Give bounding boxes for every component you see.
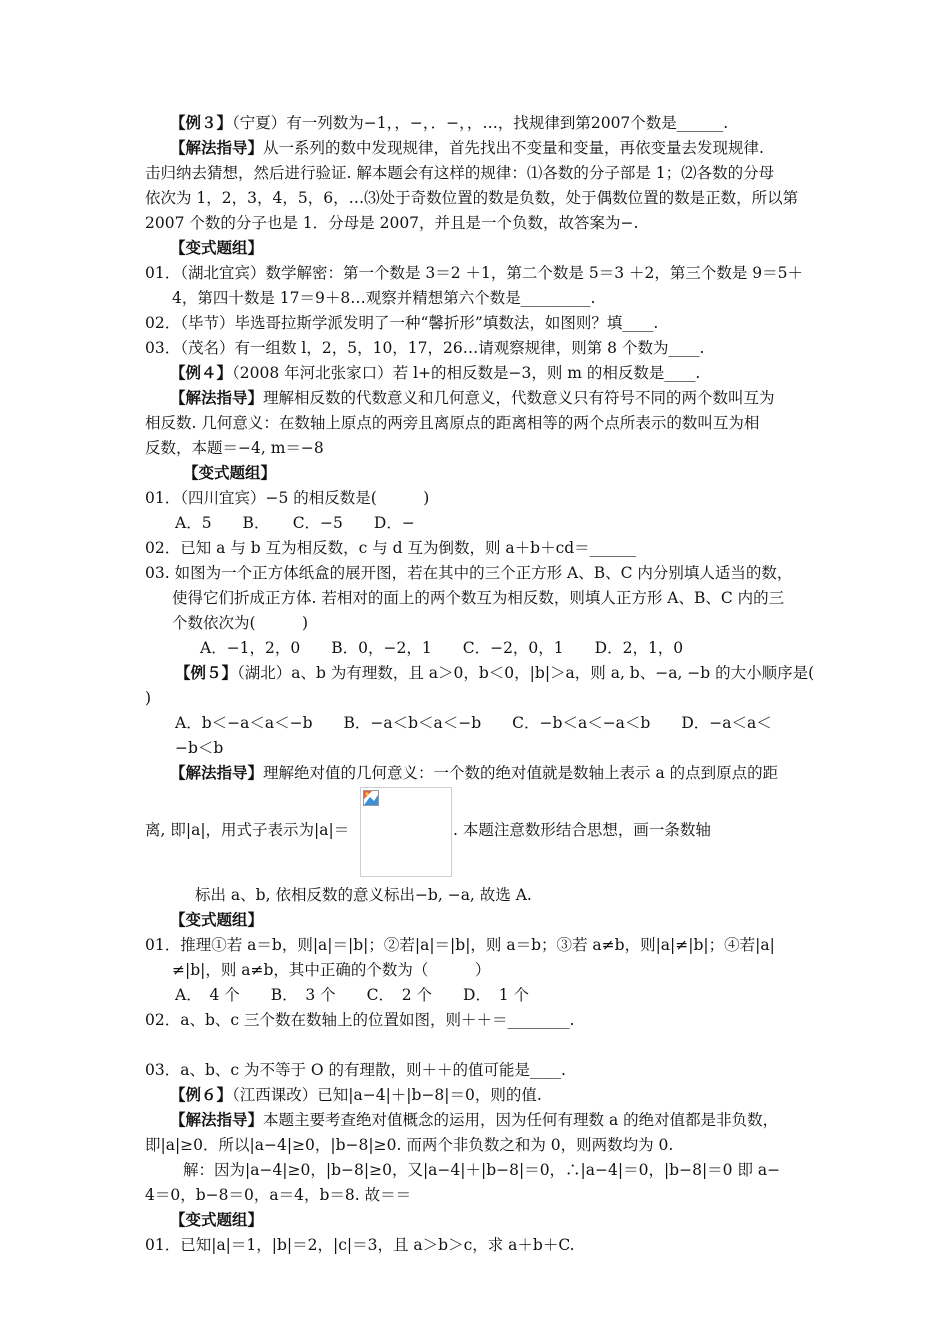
- text-line: [145, 818, 349, 842]
- broken-image-icon: [363, 790, 379, 806]
- text-line: [145, 1008, 574, 1032]
- line-text: ≠|b|，则 a≠b，其中正确的个数为（ ）: [172, 961, 491, 979]
- text-line: [170, 908, 263, 932]
- bold-label: 【变式题组】: [170, 1210, 264, 1229]
- text-line: [170, 1108, 778, 1132]
- line-text: 01．（四川宜宾）−5 的相反数是( ): [145, 489, 430, 507]
- text-line: [145, 486, 429, 510]
- text-line: [172, 958, 490, 982]
- line-text: 03. 如图为一个正方体纸盒的展开图，若在其中的三个正方形 A、B、C 内分别填人适当的数，: [145, 564, 793, 582]
- bold-label: 【例４】: [170, 363, 233, 382]
- bold-label: 【例３】: [170, 113, 233, 132]
- line-text: −b＜b: [175, 739, 224, 757]
- text-line: [145, 336, 704, 360]
- text-line: [145, 686, 151, 710]
- line-text: 击归纳去猜想，然后进行验证. 解本题会有这样的规律：⑴各数的分子部是 1；⑵各数的分母: [145, 164, 775, 182]
- line-text: （宁夏）有一列数为−1，，−，．−，，…，找规律到第2007个数是______.: [232, 114, 729, 132]
- line-text: 解：因为|a−4|≥0，|b−8|≥0，又|a−4|＋|b−8|＝0，∴|a−4|＝0，|b−8|＝0 即 a−: [183, 1161, 781, 1179]
- text-line: [145, 561, 792, 585]
- line-text: ): [145, 689, 152, 707]
- text-line: [183, 461, 276, 485]
- text-line: [453, 818, 711, 842]
- line-text: 02．（毕节）毕选哥拉斯学派发明了一种“馨折形”填数法，如图则？填____.: [145, 314, 659, 332]
- text-line: [145, 186, 798, 210]
- text-line: [195, 883, 532, 907]
- bold-label: 【解法指导】: [170, 763, 264, 782]
- bold-label: 【变式题组】: [170, 238, 264, 257]
- text-line: [183, 1158, 780, 1182]
- line-text: 4＝0，b−8＝0，a＝4，b＝8. 故＝＝: [145, 1186, 412, 1204]
- text-line: [175, 736, 223, 760]
- text-line: [170, 761, 778, 785]
- line-text: 反数，本题＝−4, m＝−8: [145, 439, 324, 457]
- line-text: （2008 年河北张家口）若 l+的相反数是−3，则 m 的相反数是____.: [232, 364, 701, 382]
- text-line: [145, 1233, 575, 1257]
- text-line: [145, 536, 636, 560]
- line-text: 02．已知 a 与 b 互为相反数，c 与 d 互为倒数，则 a＋b＋cd＝______: [145, 539, 637, 557]
- text-line: [200, 636, 683, 660]
- text-line: [170, 1208, 263, 1232]
- line-text: （江西课改）已知|a−4|＋|b−8|＝0，则的值.: [232, 1086, 542, 1104]
- line-text: 从一系列的数中发现规律，首先找出不变量和变量，再依变量去发现规律.: [263, 139, 764, 157]
- text-line: [145, 161, 774, 185]
- text-line: [145, 1133, 673, 1157]
- line-text: A．5 B． C．−5 D．−: [175, 514, 415, 532]
- text-line: [145, 261, 803, 285]
- line-text: 理解绝对值的几何意义：一个数的绝对值就是数轴上表示 a 的点到原点的距: [263, 764, 779, 782]
- line-text: A． 4 个 B． 3 个 C． 2 个 D． 1 个: [175, 986, 530, 1004]
- text-line: [145, 933, 775, 957]
- line-text: 理解相反数的代数意义和几何意义，代数意义只有符号不同的两个数叫互为: [263, 389, 775, 407]
- text-line: [145, 311, 658, 335]
- line-text: 02．a、b、c 三个数在数轴上的位置如图，则＋＋＝________.: [145, 1011, 575, 1029]
- line-text: 相反数. 几何意义：在数轴上原点的两旁且离原点的距离相等的两个点所表示的数叫互为相: [145, 414, 760, 432]
- text-line: [175, 711, 772, 735]
- line-text: （湖北）a、b 为有理数，且 a＞0，b＜0，|b|＞a，则 a, b、−a, −b 的大小顺序是(: [237, 664, 815, 682]
- text-line: [145, 1183, 411, 1207]
- bold-label: 【例５】: [175, 663, 238, 682]
- text-line: [145, 1058, 566, 1082]
- text-line: [170, 136, 764, 160]
- line-text: 4，第四十数是 17＝9＋8…观察并精想第六个数是_________.: [172, 289, 596, 307]
- bold-label: 【变式题组】: [183, 463, 277, 482]
- line-text: 本题主要考查绝对值概念的运用，因为任何有理数 a 的绝对值都是非负数，: [263, 1111, 779, 1129]
- line-text: 03．（茂名）有一组数 l，2，5，10，17，26…请观察规律，则第 8 个数为____.: [145, 339, 705, 357]
- text-line: [170, 236, 263, 260]
- bold-label: 【例６】: [170, 1085, 233, 1104]
- line-text: 离, 即|a|，用式子表示为|a|＝: [145, 821, 350, 839]
- bold-label: 【解法指导】: [170, 138, 264, 157]
- text-line: [172, 611, 308, 635]
- line-text: 依次为 1，2，3，4，5，6，…⑶处于奇数位置的数是负数，处于偶数位置的数是正数，所以第: [145, 189, 799, 207]
- text-line: [145, 411, 759, 435]
- line-text: 标出 a、b, 依相反数的意义标出−b, −a, 故选 A.: [195, 886, 532, 904]
- line-text: 01．（湖北宜宾）数学解密：第一个数是 3＝2 ＋1，第二个数是 5＝3 ＋2，第三个数是 9＝5＋: [145, 264, 804, 282]
- text-line: [175, 661, 814, 685]
- text-line: [170, 361, 700, 385]
- text-line: [175, 511, 415, 535]
- line-text: 01．推理①若 a＝b，则|a|＝|b|；②若|a|＝|b|，则 a＝b；③若 a≠b，则|a|≠|b|；④若|a|: [145, 936, 775, 954]
- bold-label: 【变式题组】: [170, 910, 264, 929]
- line-text: A．−1，2，0 B．0，−2，1 C．−2，0，1 D．2，1，0: [200, 639, 684, 657]
- line-text: . 本题注意数形结合思想，画一条数轴: [453, 821, 711, 839]
- line-text: 即|a|≥0．所以|a−4|≥0，|b−8|≥0. 而两个非负数之和为 0，则两数均为 0.: [145, 1136, 674, 1154]
- bold-label: 【解法指导】: [170, 1110, 264, 1129]
- line-text: 使得它们折成正方体. 若相对的面上的两个数互为相反数，则填人正方形 A、B、C 内的三: [172, 589, 785, 607]
- line-text: 03．a、b、c 为不等于 O 的有理散，则＋＋的值可能是____.: [145, 1061, 566, 1079]
- text-line: [170, 386, 775, 410]
- text-line: [175, 983, 529, 1007]
- text-line: [172, 586, 784, 610]
- text-line: [170, 111, 728, 135]
- formula-image-placeholder: [360, 787, 452, 877]
- line-text: A．b＜−a＜a＜−b B．−a＜b＜a＜−b C．−b＜a＜−a＜b D．−a＜a＜: [175, 714, 772, 732]
- line-text: 01．已知|a|＝1，|b|＝2，|c|＝3，且 a＞b＞c，求 a＋b＋C.: [145, 1236, 575, 1254]
- line-text: 2007 个数的分子也是 1．分母是 2007，并且是一个负数，故答案为−.: [145, 214, 639, 232]
- text-line: [172, 286, 595, 310]
- bold-label: 【解法指导】: [170, 388, 264, 407]
- line-text: 个数依次为( ): [172, 614, 309, 632]
- text-line: [145, 211, 638, 235]
- text-line: [145, 436, 324, 460]
- text-line: [170, 1083, 542, 1107]
